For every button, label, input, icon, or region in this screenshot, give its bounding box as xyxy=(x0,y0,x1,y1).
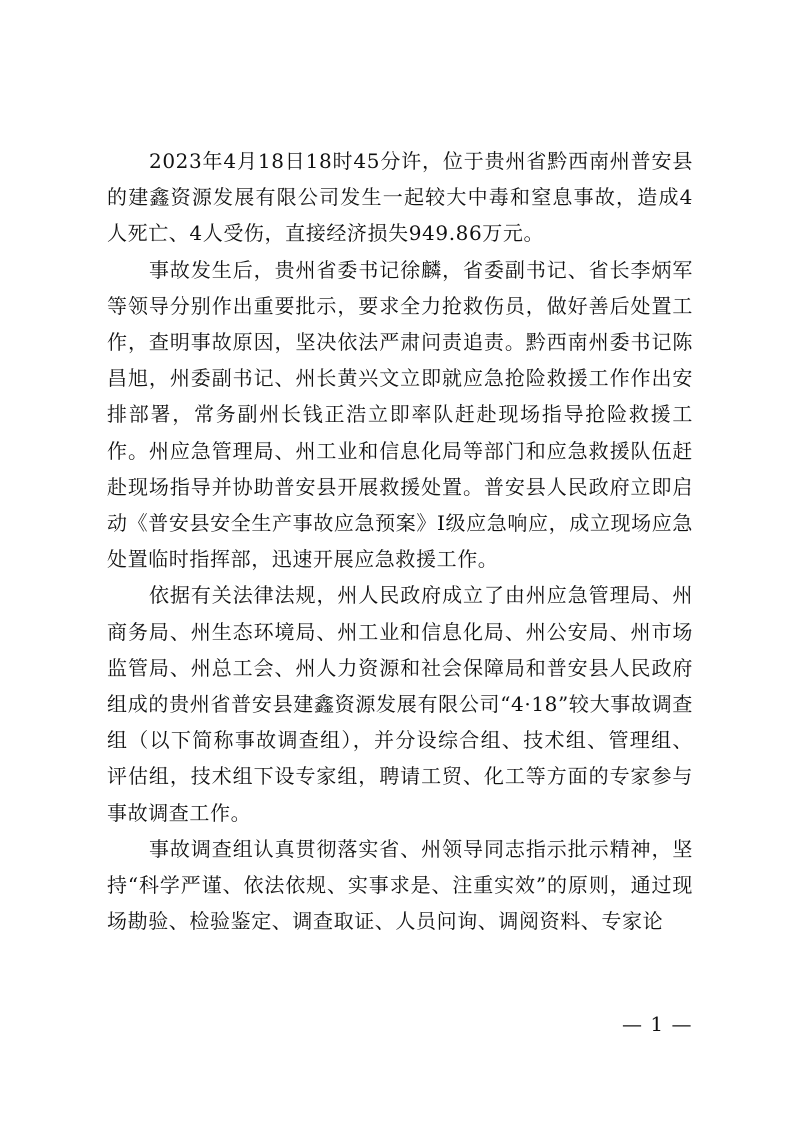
paragraph-investigation-team: 依据有关法律法规，州人民政府成立了由州应急管理局、州商务局、州生态环境局、州工业和信息化局、州公安局、州市场监管局、州总工会、州人力资源和社会保障局和普安县人民政府组成的贵州省普安县建鑫资源发展有限公司“4·18”较大事故调查组（以下简称事故调查组），并分设综合组、技术组、管理组、评估组，技术组下设专家组，聘请工贸、化工等方面的专家参与事故调查工作。 xyxy=(107,583,693,825)
document-body xyxy=(107,143,693,939)
page-number: — 1 — xyxy=(622,1012,693,1036)
paragraph-accident-summary: 2023年4月18日18时45分许，位于贵州省黔西南州普安县的建鑫资源发展有限公司发生一起较大中毒和窒息事故，造成4人死亡、4人受伤，直接经济损失949.86万元。 xyxy=(107,149,693,246)
paragraph-investigation-method: 事故调查组认真贯彻落实省、州领导同志指示批示精神，坚持“科学严谨、依法依规、实事求是、注重实效”的原则，通过现场勘验、检验鉴定、调查取证、人员问询、调阅资料、专家论 xyxy=(107,836,693,934)
paragraph-emergency-response: 事故发生后，贵州省委书记徐麟，省委副书记、省长李炳军等领导分别作出重要批示，要求全力抢救伤员，做好善后处置工作，查明事故原因，坚决依法严肃问责追责。黔西南州委书记陈昌旭，州委副书记、州长黄兴文立即就应急抢险救援工作作出安排部署，常务副州长钱正浩立即率队赶赴现场指导抢险救援工作。州应急管理局、州工业和信息化局等部门和应急救援队伍赶赴现场指导并协助普安县开展救援处置。普安县人民政府立即启动《普安县安全生产事故应急预案》Ⅰ级应急响应，成立现场应急处置临时指挥部，迅速开展应急救援工作。 xyxy=(107,257,693,572)
